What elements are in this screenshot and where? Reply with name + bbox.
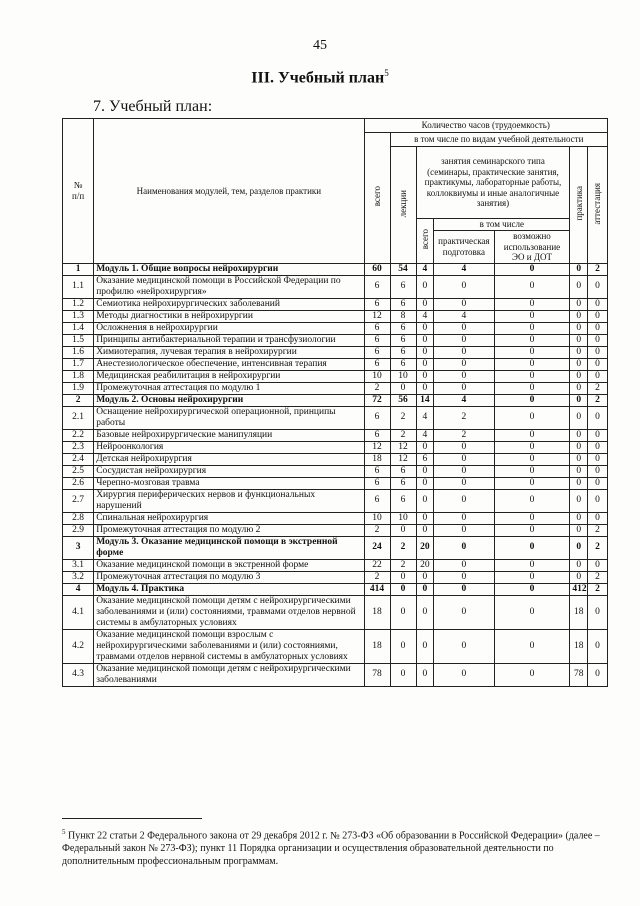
table-row — [63, 595, 608, 629]
row-total: 2 — [364, 382, 390, 394]
row-attestation: 0 — [588, 512, 608, 524]
row-number: 1.6 — [63, 346, 94, 358]
table-body — [63, 263, 608, 686]
row-number: 1 — [63, 263, 94, 275]
section-title — [0, 68, 640, 87]
row-practical-prep: 0 — [434, 465, 494, 477]
row-total: 18 — [364, 595, 390, 629]
row-eo-dot: 0 — [494, 629, 570, 663]
header-name: Наименования модулей, тем, разделов практики — [94, 119, 364, 264]
row-name: Оказание медицинской помощи детям с нейрохирургическими заболеваниями и (или) состояниями, травмами отделов нервной системы в амбулаторных условиях — [94, 595, 364, 629]
row-practical-prep: 0 — [434, 346, 494, 358]
row-practice: 0 — [570, 310, 588, 322]
row-eo-dot: 0 — [494, 477, 570, 489]
header-seminar-total-text: всего — [419, 229, 430, 250]
row-seminar-total: 0 — [416, 512, 434, 524]
row-seminar-total: 0 — [416, 370, 434, 382]
row-eo-dot: 0 — [494, 263, 570, 275]
row-practice: 18 — [570, 595, 588, 629]
row-total: 18 — [364, 629, 390, 663]
plan-label: 7. Учебный план: — [93, 98, 213, 115]
row-name: Хирургия периферических нервов и функциональных нарушений — [94, 489, 364, 512]
row-attestation: 2 — [588, 263, 608, 275]
row-total: 6 — [364, 477, 390, 489]
header-practical-prep: практическая подготовка — [434, 231, 494, 264]
table-row — [63, 310, 608, 322]
row-practical-prep: 0 — [434, 571, 494, 583]
row-attestation: 0 — [588, 453, 608, 465]
row-practical-prep: 0 — [434, 629, 494, 663]
row-number: 2.1 — [63, 406, 94, 429]
row-name: Сосудистая нейрохирургия — [94, 465, 364, 477]
row-number: 2.7 — [63, 489, 94, 512]
row-lectures: 10 — [390, 512, 416, 524]
row-eo-dot: 0 — [494, 524, 570, 536]
row-total: 414 — [364, 583, 390, 595]
row-eo-dot: 0 — [494, 512, 570, 524]
row-practical-prep: 4 — [434, 310, 494, 322]
row-practical-prep: 2 — [434, 429, 494, 441]
row-attestation: 0 — [588, 370, 608, 382]
row-eo-dot: 0 — [494, 536, 570, 559]
row-practical-prep: 0 — [434, 334, 494, 346]
row-practice: 0 — [570, 406, 588, 429]
row-practice: 0 — [570, 465, 588, 477]
row-eo-dot: 0 — [494, 571, 570, 583]
row-number: 3.2 — [63, 571, 94, 583]
row-practical-prep: 0 — [434, 322, 494, 334]
row-attestation: 2 — [588, 536, 608, 559]
module-row — [63, 394, 608, 406]
footnote — [62, 826, 610, 868]
row-lectures: 2 — [390, 536, 416, 559]
row-seminar-total: 0 — [416, 322, 434, 334]
row-eo-dot: 0 — [494, 370, 570, 382]
row-lectures: 6 — [390, 334, 416, 346]
row-name: Модуль 3. Оказание медицинской помощи в экстренной форме — [94, 536, 364, 559]
row-eo-dot: 0 — [494, 334, 570, 346]
row-eo-dot: 0 — [494, 453, 570, 465]
row-practical-prep: 2 — [434, 406, 494, 429]
row-attestation: 2 — [588, 583, 608, 595]
row-number: 1.4 — [63, 322, 94, 334]
row-seminar-total: 0 — [416, 275, 434, 298]
row-practical-prep: 0 — [434, 512, 494, 524]
row-practical-prep: 0 — [434, 595, 494, 629]
header-lectures-text: лекции — [397, 189, 408, 218]
header-total-text: всего — [371, 186, 382, 207]
row-eo-dot: 0 — [494, 595, 570, 629]
row-practice: 0 — [570, 394, 588, 406]
row-seminar-total: 20 — [416, 559, 434, 571]
row-attestation: 0 — [588, 358, 608, 370]
row-seminar-total: 0 — [416, 663, 434, 686]
row-total: 60 — [364, 263, 390, 275]
row-attestation: 0 — [588, 322, 608, 334]
footnote-mark: 5 — [62, 828, 66, 836]
table-row — [63, 346, 608, 358]
row-practice: 18 — [570, 629, 588, 663]
row-seminar-total: 0 — [416, 595, 434, 629]
row-practical-prep: 0 — [434, 298, 494, 310]
row-number: 4.1 — [63, 595, 94, 629]
row-practice: 0 — [570, 334, 588, 346]
row-seminar-total: 0 — [416, 571, 434, 583]
row-eo-dot: 0 — [494, 441, 570, 453]
row-total: 78 — [364, 663, 390, 686]
table-row — [63, 465, 608, 477]
row-seminar-total: 0 — [416, 382, 434, 394]
header-seminar: занятия семинарского типа (семинары, практические занятия, практикумы, лабораторные работы, коллоквиумы и иные аналогичные занятия) — [416, 147, 570, 219]
table-row — [63, 370, 608, 382]
row-attestation: 0 — [588, 489, 608, 512]
row-number: 3.1 — [63, 559, 94, 571]
row-total: 6 — [364, 346, 390, 358]
row-total: 12 — [364, 441, 390, 453]
row-eo-dot: 0 — [494, 583, 570, 595]
row-practice: 0 — [570, 275, 588, 298]
row-total: 6 — [364, 429, 390, 441]
row-seminar-total: 20 — [416, 536, 434, 559]
row-number: 2.9 — [63, 524, 94, 536]
row-total: 2 — [364, 524, 390, 536]
row-lectures: 6 — [390, 322, 416, 334]
row-number: 2.5 — [63, 465, 94, 477]
row-attestation: 0 — [588, 310, 608, 322]
row-attestation: 0 — [588, 629, 608, 663]
row-eo-dot: 0 — [494, 382, 570, 394]
row-attestation: 0 — [588, 595, 608, 629]
row-practical-prep: 4 — [434, 394, 494, 406]
row-eo-dot: 0 — [494, 663, 570, 686]
table-row — [63, 524, 608, 536]
header-seminar-total — [416, 219, 434, 264]
row-total: 22 — [364, 559, 390, 571]
row-practice: 0 — [570, 429, 588, 441]
row-total: 10 — [364, 370, 390, 382]
row-name: Модуль 2. Основы нейрохирургии — [94, 394, 364, 406]
row-name: Спинальная нейрохирургия — [94, 512, 364, 524]
row-practice: 0 — [570, 453, 588, 465]
row-practice: 0 — [570, 346, 588, 358]
row-total: 6 — [364, 465, 390, 477]
row-lectures: 12 — [390, 453, 416, 465]
row-attestation: 2 — [588, 382, 608, 394]
row-seminar-total: 4 — [416, 406, 434, 429]
table-row — [63, 559, 608, 571]
row-eo-dot: 0 — [494, 310, 570, 322]
row-name: Осложнения в нейрохирургии — [94, 322, 364, 334]
row-total: 6 — [364, 298, 390, 310]
row-practical-prep: 0 — [434, 441, 494, 453]
row-seminar-total: 6 — [416, 453, 434, 465]
header-attestation-text: аттестация — [592, 182, 603, 225]
row-attestation: 0 — [588, 346, 608, 358]
row-number: 2.4 — [63, 453, 94, 465]
row-number: 2.3 — [63, 441, 94, 453]
row-lectures: 8 — [390, 310, 416, 322]
row-eo-dot: 0 — [494, 465, 570, 477]
row-total: 2 — [364, 571, 390, 583]
row-name: Методы диагностики в нейрохирургии — [94, 310, 364, 322]
row-number: 4 — [63, 583, 94, 595]
row-practice: 78 — [570, 663, 588, 686]
row-name: Анестезиологическое обеспечение, интенсивная терапия — [94, 358, 364, 370]
header-incl-activity: в том числе по видам учебной деятельности — [390, 133, 607, 147]
row-number: 1.8 — [63, 370, 94, 382]
footnote-divider — [62, 818, 202, 819]
row-eo-dot: 0 — [494, 489, 570, 512]
row-number: 2.6 — [63, 477, 94, 489]
row-practical-prep: 0 — [434, 583, 494, 595]
table-row — [63, 441, 608, 453]
row-total: 6 — [364, 358, 390, 370]
row-attestation: 2 — [588, 524, 608, 536]
row-practical-prep: 0 — [434, 536, 494, 559]
row-name: Модуль 1. Общие вопросы нейрохирургии — [94, 263, 364, 275]
row-practical-prep: 0 — [434, 358, 494, 370]
table-row — [63, 322, 608, 334]
row-name: Принципы антибактериальной терапии и трансфузиологии — [94, 334, 364, 346]
row-practice: 0 — [570, 370, 588, 382]
header-incl: в том числе — [434, 219, 570, 231]
page-number: 45 — [313, 38, 327, 53]
header-total — [364, 133, 390, 264]
module-row — [63, 536, 608, 559]
row-practical-prep: 0 — [434, 382, 494, 394]
row-attestation: 0 — [588, 406, 608, 429]
curriculum-table — [62, 118, 608, 687]
row-number: 1.2 — [63, 298, 94, 310]
row-total: 72 — [364, 394, 390, 406]
row-seminar-total: 0 — [416, 346, 434, 358]
row-practical-prep: 0 — [434, 559, 494, 571]
row-number: 2 — [63, 394, 94, 406]
table-row — [63, 453, 608, 465]
header-practice — [570, 147, 588, 264]
row-eo-dot: 0 — [494, 322, 570, 334]
header-eo-dot: возможно использование ЭО и ДОТ — [494, 231, 570, 264]
row-practice: 0 — [570, 441, 588, 453]
row-seminar-total: 4 — [416, 263, 434, 275]
header-lectures — [390, 147, 416, 264]
header-attestation — [588, 147, 608, 264]
row-practical-prep: 0 — [434, 370, 494, 382]
row-practice: 0 — [570, 559, 588, 571]
table-row — [63, 406, 608, 429]
row-practical-prep: 4 — [434, 263, 494, 275]
row-name: Оснащение нейрохирургической операционной, принципы работы — [94, 406, 364, 429]
row-name: Черепно-мозговая травма — [94, 477, 364, 489]
module-row — [63, 583, 608, 595]
row-seminar-total: 4 — [416, 429, 434, 441]
row-total: 24 — [364, 536, 390, 559]
section-title-text: III. Учебный план — [251, 69, 385, 87]
row-lectures: 0 — [390, 629, 416, 663]
row-practical-prep: 0 — [434, 275, 494, 298]
row-attestation: 0 — [588, 429, 608, 441]
footnote-text: Пункт 22 статьи 2 Федерального закона от 29 декабря 2012 г. № 273-ФЗ «Об образовании в Российской Федерации» (далее – Федеральный закон № 273-ФЗ); пункт 11 Порядка организации и осуществления образовательной деятельности по дополнительным профессиональным программам. — [62, 830, 600, 868]
row-eo-dot: 0 — [494, 298, 570, 310]
row-lectures: 2 — [390, 406, 416, 429]
row-total: 18 — [364, 453, 390, 465]
row-name: Медицинская реабилитация в нейрохирургии — [94, 370, 364, 382]
row-total: 6 — [364, 322, 390, 334]
row-practice: 0 — [570, 322, 588, 334]
row-lectures: 6 — [390, 275, 416, 298]
row-practice: 0 — [570, 263, 588, 275]
row-total: 6 — [364, 489, 390, 512]
row-name: Промежуточная аттестация по модулю 2 — [94, 524, 364, 536]
row-seminar-total: 0 — [416, 441, 434, 453]
table-row — [63, 298, 608, 310]
row-name: Нейроонкология — [94, 441, 364, 453]
row-seminar-total: 0 — [416, 334, 434, 346]
row-name: Оказание медицинской помощи взрослым с нейрохирургическими заболеваниями и (или) состояниями, травмами отделов нервной системы в амбулаторных условиях — [94, 629, 364, 663]
row-lectures: 12 — [390, 441, 416, 453]
row-name: Промежуточная аттестация по модулю 1 — [94, 382, 364, 394]
row-attestation: 0 — [588, 559, 608, 571]
row-lectures: 6 — [390, 477, 416, 489]
row-seminar-total: 0 — [416, 465, 434, 477]
row-practice: 0 — [570, 477, 588, 489]
row-lectures: 0 — [390, 524, 416, 536]
row-number: 1.7 — [63, 358, 94, 370]
row-practical-prep: 0 — [434, 453, 494, 465]
row-number: 2.2 — [63, 429, 94, 441]
row-number: 1.9 — [63, 382, 94, 394]
row-lectures: 0 — [390, 595, 416, 629]
header-num: № п/п — [63, 119, 94, 264]
row-number: 2.8 — [63, 512, 94, 524]
row-seminar-total: 0 — [416, 489, 434, 512]
row-lectures: 6 — [390, 489, 416, 512]
row-eo-dot: 0 — [494, 275, 570, 298]
row-attestation: 2 — [588, 394, 608, 406]
row-practice: 0 — [570, 489, 588, 512]
row-number: 3 — [63, 536, 94, 559]
row-total: 6 — [364, 275, 390, 298]
table-row — [63, 275, 608, 298]
row-practice: 0 — [570, 298, 588, 310]
row-lectures: 10 — [390, 370, 416, 382]
row-seminar-total: 0 — [416, 298, 434, 310]
row-number: 1.3 — [63, 310, 94, 322]
row-name: Семиотика нейрохирургических заболеваний — [94, 298, 364, 310]
row-eo-dot: 0 — [494, 429, 570, 441]
row-attestation: 0 — [588, 441, 608, 453]
row-name: Модуль 4. Практика — [94, 583, 364, 595]
row-practice: 412 — [570, 583, 588, 595]
row-practical-prep: 0 — [434, 477, 494, 489]
row-lectures: 6 — [390, 298, 416, 310]
row-practical-prep: 0 — [434, 663, 494, 686]
table-row — [63, 489, 608, 512]
row-lectures: 6 — [390, 465, 416, 477]
row-total: 10 — [364, 512, 390, 524]
row-eo-dot: 0 — [494, 406, 570, 429]
row-practice: 0 — [570, 571, 588, 583]
row-attestation: 0 — [588, 275, 608, 298]
row-total: 6 — [364, 334, 390, 346]
row-total: 6 — [364, 406, 390, 429]
row-lectures: 6 — [390, 346, 416, 358]
row-number: 1.5 — [63, 334, 94, 346]
row-name: Промежуточная аттестация по модулю 3 — [94, 571, 364, 583]
row-lectures: 0 — [390, 663, 416, 686]
row-seminar-total: 14 — [416, 394, 434, 406]
row-seminar-total: 4 — [416, 310, 434, 322]
row-practice: 0 — [570, 382, 588, 394]
row-attestation: 0 — [588, 477, 608, 489]
row-seminar-total: 0 — [416, 583, 434, 595]
row-seminar-total: 0 — [416, 629, 434, 663]
row-practical-prep: 0 — [434, 489, 494, 512]
row-practical-prep: 0 — [434, 524, 494, 536]
row-lectures: 2 — [390, 429, 416, 441]
row-name: Базовые нейрохирургические манипуляции — [94, 429, 364, 441]
row-eo-dot: 0 — [494, 394, 570, 406]
module-row — [63, 263, 608, 275]
row-seminar-total: 0 — [416, 524, 434, 536]
row-name: Оказание медицинской помощи детям с нейрохирургическими заболеваниями — [94, 663, 364, 686]
row-attestation: 0 — [588, 663, 608, 686]
row-number: 1.1 — [63, 275, 94, 298]
header-practice-text: практика — [573, 186, 584, 221]
table-row — [63, 629, 608, 663]
table-row — [63, 477, 608, 489]
row-total: 12 — [364, 310, 390, 322]
table-row — [63, 358, 608, 370]
row-lectures: 0 — [390, 583, 416, 595]
row-eo-dot: 0 — [494, 346, 570, 358]
row-name: Оказание медицинской помощи в Российской Федерации по профилю «нейрохирургия» — [94, 275, 364, 298]
row-practice: 0 — [570, 536, 588, 559]
row-practice: 0 — [570, 358, 588, 370]
footnote-ref: 5 — [384, 68, 389, 78]
row-practice: 0 — [570, 512, 588, 524]
row-seminar-total: 0 — [416, 358, 434, 370]
table-row — [63, 512, 608, 524]
header-hours: Количество часов (трудоемкость) — [364, 119, 607, 133]
row-eo-dot: 0 — [494, 559, 570, 571]
row-name: Химиотерапия, лучевая терапия в нейрохирургии — [94, 346, 364, 358]
row-name: Детская нейрохирургия — [94, 453, 364, 465]
row-lectures: 54 — [390, 263, 416, 275]
table-row — [63, 663, 608, 686]
row-lectures: 56 — [390, 394, 416, 406]
row-attestation: 0 — [588, 465, 608, 477]
row-number: 4.3 — [63, 663, 94, 686]
row-attestation: 2 — [588, 571, 608, 583]
row-lectures: 0 — [390, 571, 416, 583]
table-row — [63, 334, 608, 346]
row-lectures: 2 — [390, 559, 416, 571]
row-lectures: 0 — [390, 382, 416, 394]
table-row — [63, 382, 608, 394]
row-attestation: 0 — [588, 334, 608, 346]
table-row — [63, 571, 608, 583]
row-practice: 0 — [570, 524, 588, 536]
row-number: 4.2 — [63, 629, 94, 663]
row-lectures: 6 — [390, 358, 416, 370]
row-name: Оказание медицинской помощи в экстренной форме — [94, 559, 364, 571]
row-attestation: 0 — [588, 298, 608, 310]
table-row — [63, 429, 608, 441]
row-eo-dot: 0 — [494, 358, 570, 370]
row-seminar-total: 0 — [416, 477, 434, 489]
